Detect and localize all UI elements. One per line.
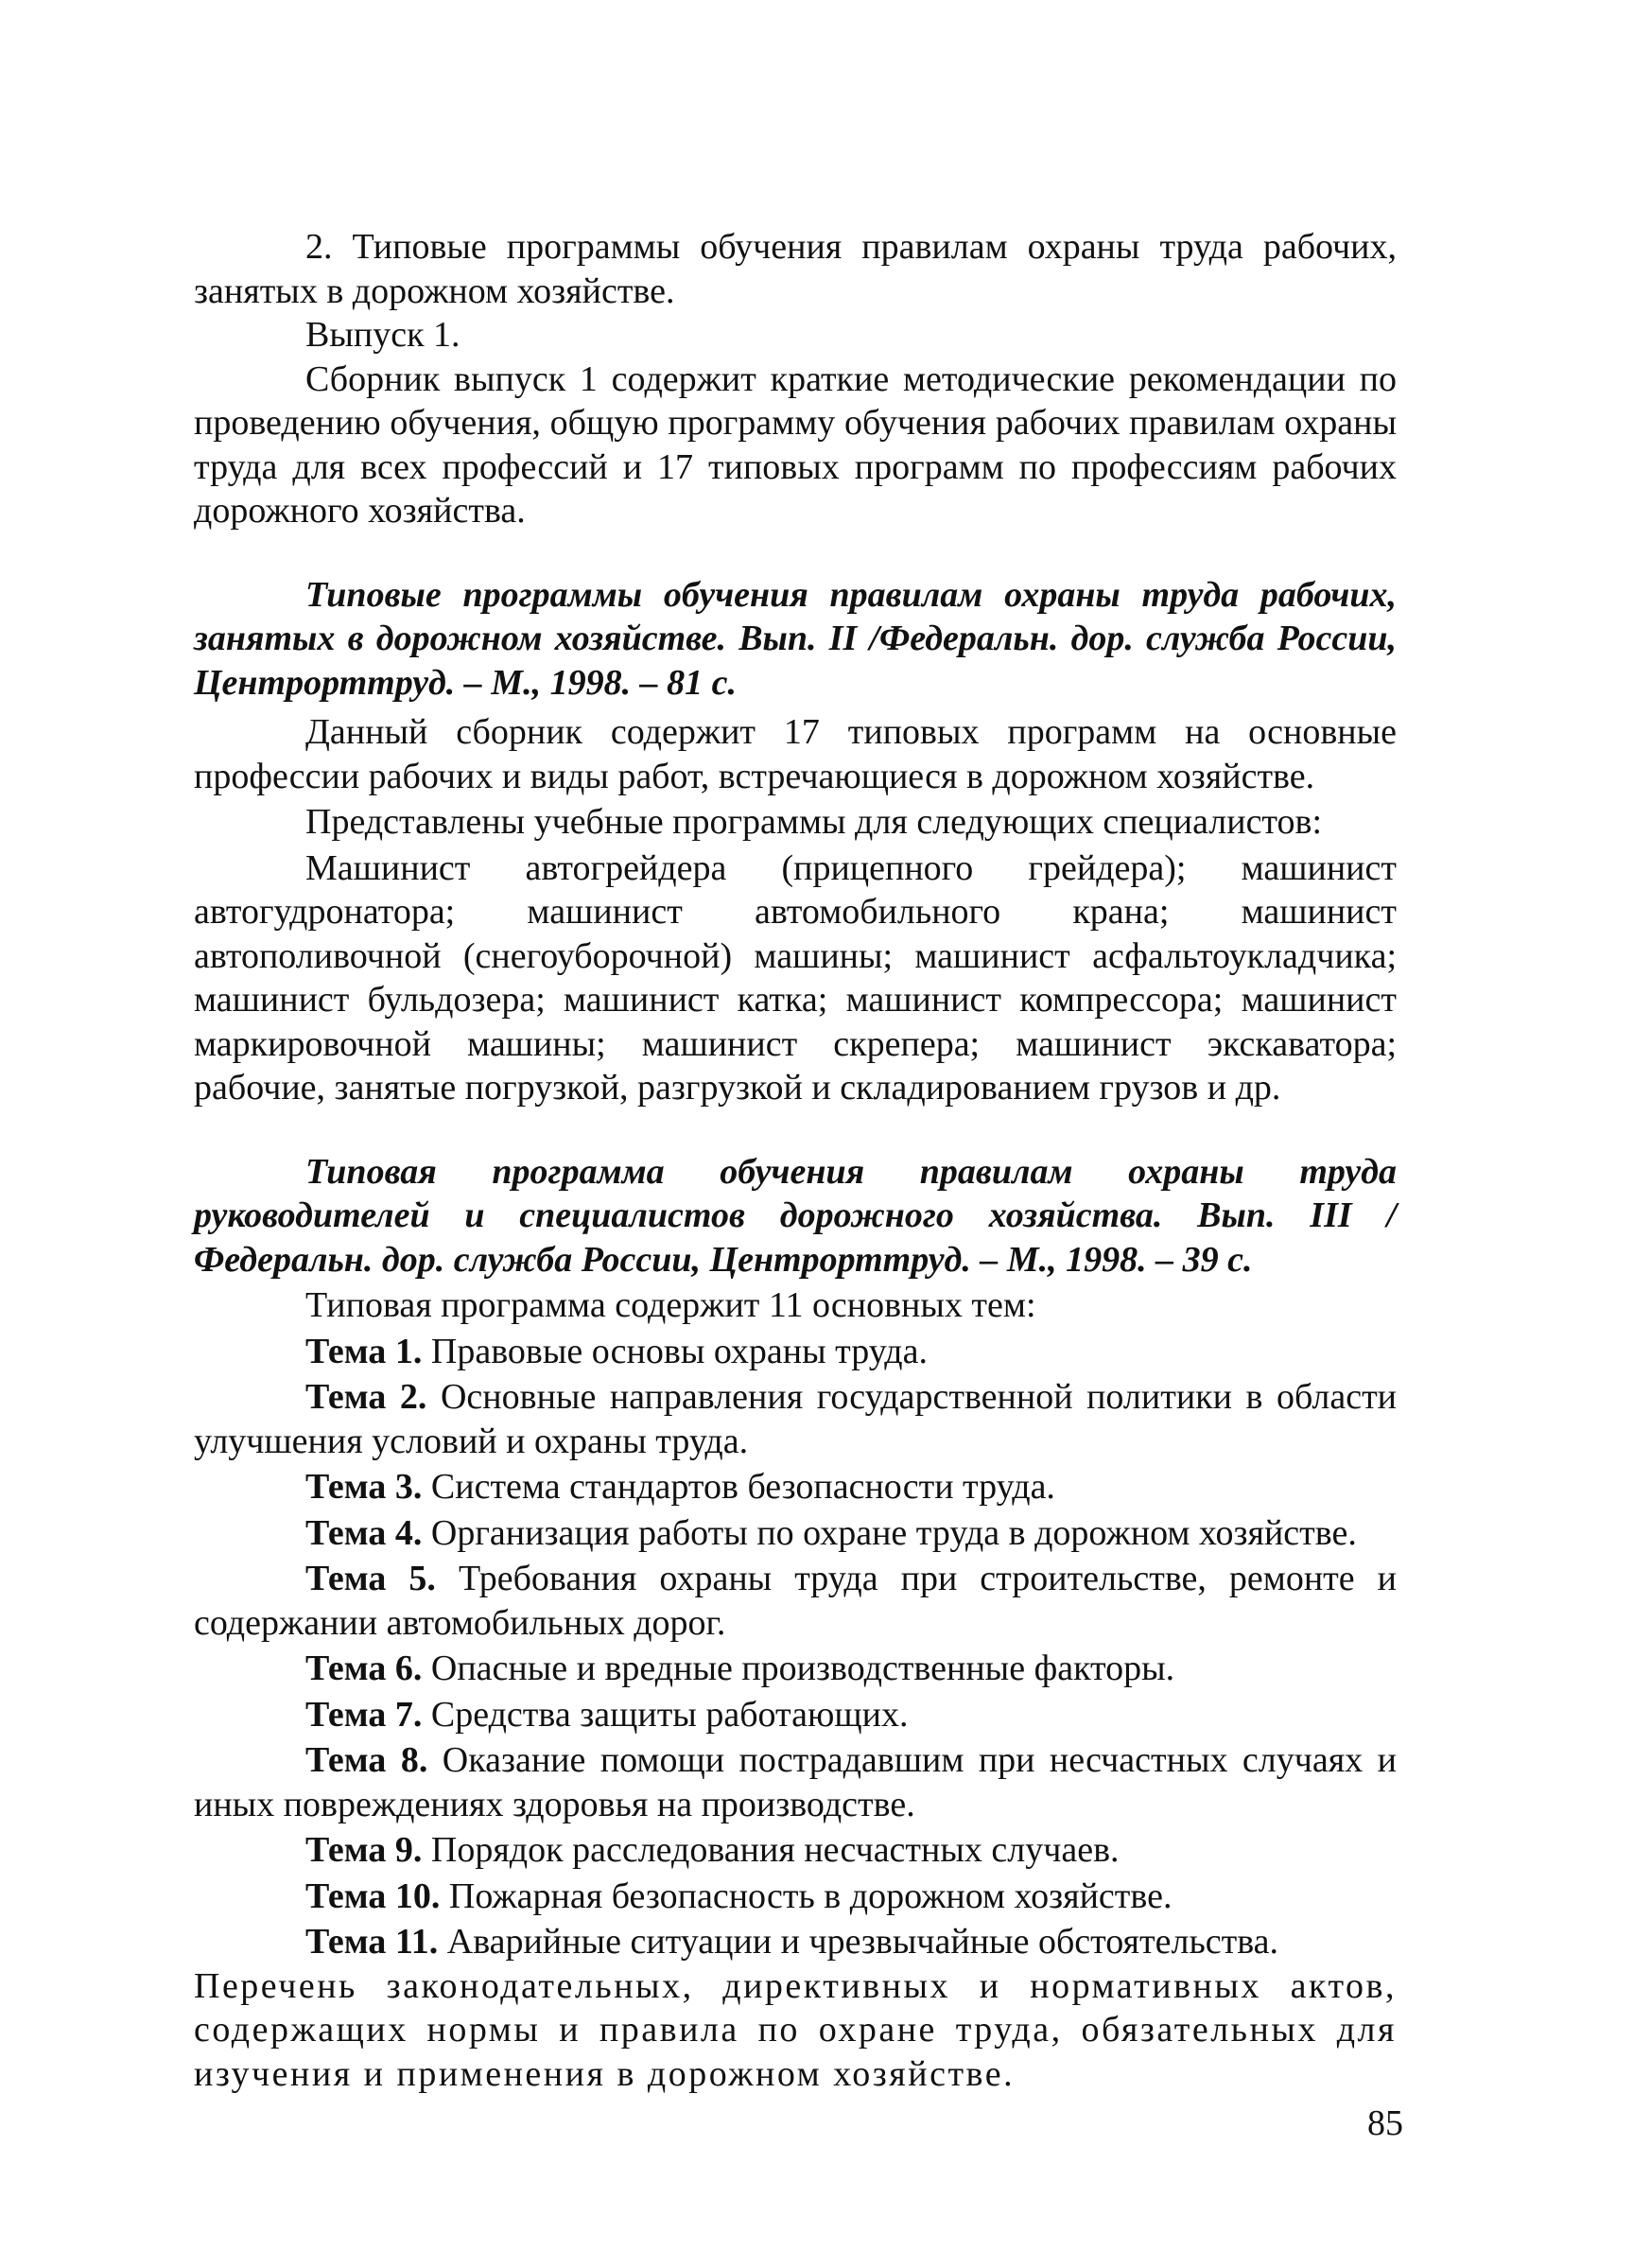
topic-item — [194, 1647, 1397, 1691]
topic-text: Оказание помощи пострадавшим при несчастных случаях и иных повреждениях здоровья на производстве. — [194, 1740, 1397, 1824]
topic-text: Система стандартов безопасности труда. — [430, 1467, 1055, 1507]
section-description: Сборник выпуск 1 содержит краткие методические рекомендации по проведению обучения, общую программу обучения рабочих правилам охраны труда для всех профессий и 17 типовых программ по профессиям рабочих дорожного хозяйства. — [194, 358, 1397, 531]
topic-item — [194, 1828, 1397, 1873]
topic-item — [194, 1465, 1397, 1509]
topic-text: Основные направления государственной политики в области улучшения условий и охраны труда. — [194, 1377, 1398, 1461]
topic-text: Порядок расследования несчастных случаев. — [430, 1830, 1120, 1870]
topic-item — [194, 1738, 1397, 1826]
topic-label: Тема 4. — [305, 1512, 423, 1553]
topic-label: Тема 11. — [305, 1922, 439, 1962]
topic-label: Тема 9. — [305, 1830, 423, 1870]
section-title: 2. Типовые программы обучения правилам охраны труда рабочих, занятых в дорожном хозяйстве. — [194, 227, 1397, 311]
topic-item — [194, 1875, 1397, 1919]
issue-label: Выпуск 1. — [305, 315, 460, 355]
topic-text: Требования охраны труда при строительстве, ремонте и содержании автомобильных дорог. — [194, 1559, 1398, 1643]
topic-label: Тема 3. — [305, 1467, 423, 1507]
topic-label: Тема 2. — [305, 1377, 427, 1417]
entry-2-specialists-list: Машинист автогрейдера (прицепного грейдера); машинист автогудронатора; машинист автомобильного крана; машинист автополивочной (снегоуборочной) машины; машинист асфальтоукладчика; машинист бульдозера; машинист катка; машинист компрессора; машинист маркировочной машины; машинист скрепера; машинист экскаватора; рабочие, занятые погрузкой, разгрузкой и складированием грузов и др. — [194, 847, 1397, 1108]
topic-label: Тема 8. — [305, 1740, 428, 1780]
topic-text: Организация работы по охране труда в дорожном хозяйстве. — [430, 1512, 1357, 1553]
topic-label: Тема 10. — [305, 1875, 441, 1916]
entry-2-paragraph: Данный сборник содержит 17 типовых программ на основные профессии рабочих и виды работ, встречающиеся в дорожном хозяйстве. — [194, 712, 1397, 796]
topic-text: Средства защиты работающих. — [430, 1694, 909, 1735]
topic-item — [194, 1557, 1397, 1645]
topic-label: Тема 1. — [305, 1331, 423, 1371]
topic-item — [194, 1920, 1397, 1964]
topic-item — [194, 1375, 1397, 1463]
entry-2-heading: Типовые программы обучения правилам охраны труда рабочих, занятых в дорожном хозяйстве. Вып. II /Федеральн. дор. служба России, Центрорттруд. – М., 1998. – 81 с. — [194, 574, 1397, 703]
topic-text: Правовые основы охраны труда. — [430, 1331, 929, 1371]
entry-3-heading: Типовая программа обучения правилам охраны труда руководителей и специалистов дорожного хозяйства. Вып. III / Федеральн. дор. служба России, Центрорттруд. – М., 1998. – 39 с. — [194, 1151, 1397, 1280]
topic-text: Пожарная безопасность в дорожном хозяйстве. — [448, 1875, 1173, 1916]
entry-3-intro: Типовая программа содержит 11 основных тем: — [305, 1285, 1036, 1325]
topic-label: Тема 6. — [305, 1649, 423, 1688]
topic-text: Аварийные ситуации и чрезвычайные обстоятельства. — [446, 1922, 1279, 1962]
page-number: 85 — [1367, 2103, 1403, 2143]
topic-item — [194, 1330, 1397, 1374]
topic-item — [194, 1693, 1397, 1737]
entry-2-paragraph: Представлены учебные программы для следующих специалистов: — [305, 802, 1323, 842]
topic-label: Тема 5. — [305, 1559, 436, 1598]
topic-item — [194, 1511, 1397, 1556]
topic-text: Опасные и вредные производственные факторы. — [430, 1649, 1175, 1688]
closing-paragraph: Перечень законодательных, директивных и нормативных актов, содержащих нормы и правила по охране труда, обязательных для изучения и применения в дорожном хозяйстве. — [194, 1965, 1397, 2094]
page-body — [194, 225, 1397, 2096]
topic-label: Тема 7. — [305, 1694, 423, 1735]
